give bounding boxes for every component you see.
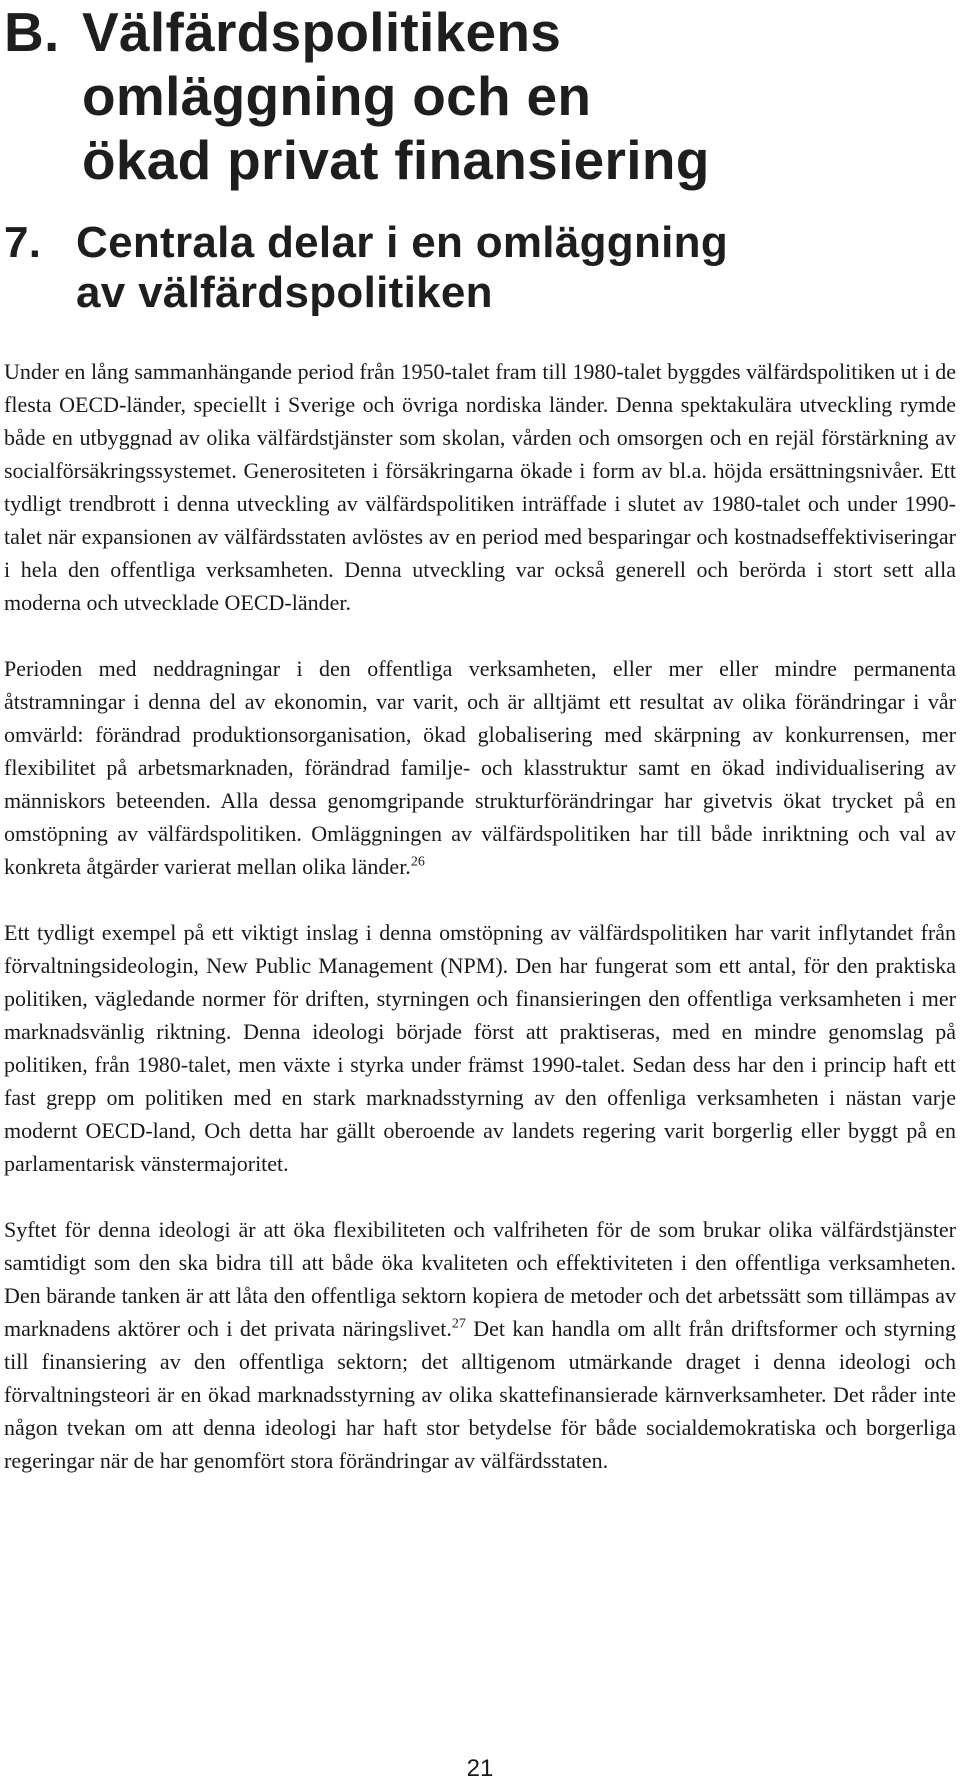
part-number: B. (4, 1, 60, 63)
chapter-title-line-2: av välfärdspolitiken (76, 268, 493, 317)
part-heading (4, 0, 944, 192)
paragraph-4-text-before: Syftet för denna ideologi är att öka flexibiliteten och valfriheten för de som brukar olika välfärdstjänster samtidigt som den ska bidra till att både öka kvaliteten och effektiviteten i den offentliga verksamheten. Den bärande tanken är att låta den offentliga sektorn kopiera de metoder och det arbetssätt som tillämpas av marknadens aktörer och i det privata näringslivet. (4, 1217, 956, 1341)
part-title-line-3: ökad privat finansiering (82, 129, 710, 191)
paragraph-1 (4, 355, 956, 619)
paragraph-4-text-after: Det kan handla om allt från driftsformer och styrning till finansiering av den offentliga sektorn; det alltigenom utmärkande draget i denna ideologi och förvaltningsteori är en ökad marknadsstyrning av olika skattefinansierade kärnverksamheter. Det råder inte någon tvekan om att denna ideologi har haft stor betydelse för både socialdemokratiska och borgerliga regeringar när de har genomfört stora förändringar av välfärdsstaten. (4, 1316, 956, 1473)
paragraph-2 (4, 652, 956, 883)
chapter-heading (4, 218, 944, 318)
paragraph-4 (4, 1213, 956, 1477)
part-title-line-1: Välfärdspolitikens (82, 1, 562, 63)
part-title-line-2: omläggning och en (82, 65, 592, 127)
part-heading-line-1 (4, 0, 944, 64)
paragraph-1-text: Under en lång sammanhängande period från 1950-talet fram till 1980-talet byggdes välfärdspolitiken ut i de flesta OECD-länder, speciellt i Sverige och övriga nordiska länder. Denna spektakulära utveckling rymde både en utbyggnad av olika välfärdstjänster som skolan, vården och omsorgen och en rejäl förstärkning av socialförsäkringssystemet. Generositeten i försäkringarna ökade i form av bl.a. höjda ersättningsnivåer. Ett tydligt trendbrott i denna utveckling av välfärdspolitiken inträffade i slutet av 1980-talet och under 1990-talet när expansionen av välfärdsstaten avlöstes av en period med besparingar och kostnadseffektiviseringar i hela den offentliga verksamheten. Denna utveckling var också generell och berörda i stort sett alla moderna och utvecklade OECD-länder. (4, 359, 956, 615)
chapter-number: 7. (4, 218, 42, 267)
paragraph-2-text: Perioden med neddragningar i den offentliga verksamheten, eller mer eller mindre permanenta åtstramningar i denna del av ekonomin, var varit, och är alltjämt ett resultat av olika förändringar i vår omvärld: förändrad produktionsorganisation, ökad globalisering med skärpning av konkurrensen, mer flexibilitet på arbetsmarknaden, förändrad familje- och klasstruktur samt en ökad individualisering av människors beteenden. Alla dessa genomgripande strukturförändringar har givetvis ökat trycket på en omstöpning av välfärdspolitiken. Omläggningen av välfärdspolitiken har till både inriktning och val av konkreta åtgärder varierat mellan olika länder. (4, 656, 956, 879)
chapter-heading-line-1 (4, 218, 944, 268)
page-number: 21 (466, 1755, 494, 1782)
footnote-ref-26[interactable]: 26 (410, 854, 425, 870)
body-text (4, 355, 956, 1510)
chapter-title-line-1: Centrala delar i en omläggning (76, 218, 729, 267)
paragraph-3-text: Ett tydligt exempel på ett viktigt inslag i denna omstöpning av välfärdspolitiken har varit inflytandet från förvaltningsideologin, New Public Management (NPM). Den har fungerat som ett antal, för den praktiska politiken, vägledande normer för driften, styrningen och finansieringen den offentliga verksamheten i mer marknadsvänlig riktning. Denna ideologi började först att praktiseras, med en mindre genomslag på politiken, från 1980-talet, men växte i styrka under främst 1990-talet. Sedan dess har den i princip haft ett fast grepp om politiken med en stark marknadsstyrning av den offenliga verksamheten i nästan varje modernt OECD-land, Och detta har gällt oberoende av landets regering varit borgerlig eller byggt på en parlamentarisk vänstermajoritet. (4, 920, 956, 1176)
footnote-ref-27[interactable]: 27 (451, 1316, 466, 1332)
paragraph-3 (4, 916, 956, 1180)
